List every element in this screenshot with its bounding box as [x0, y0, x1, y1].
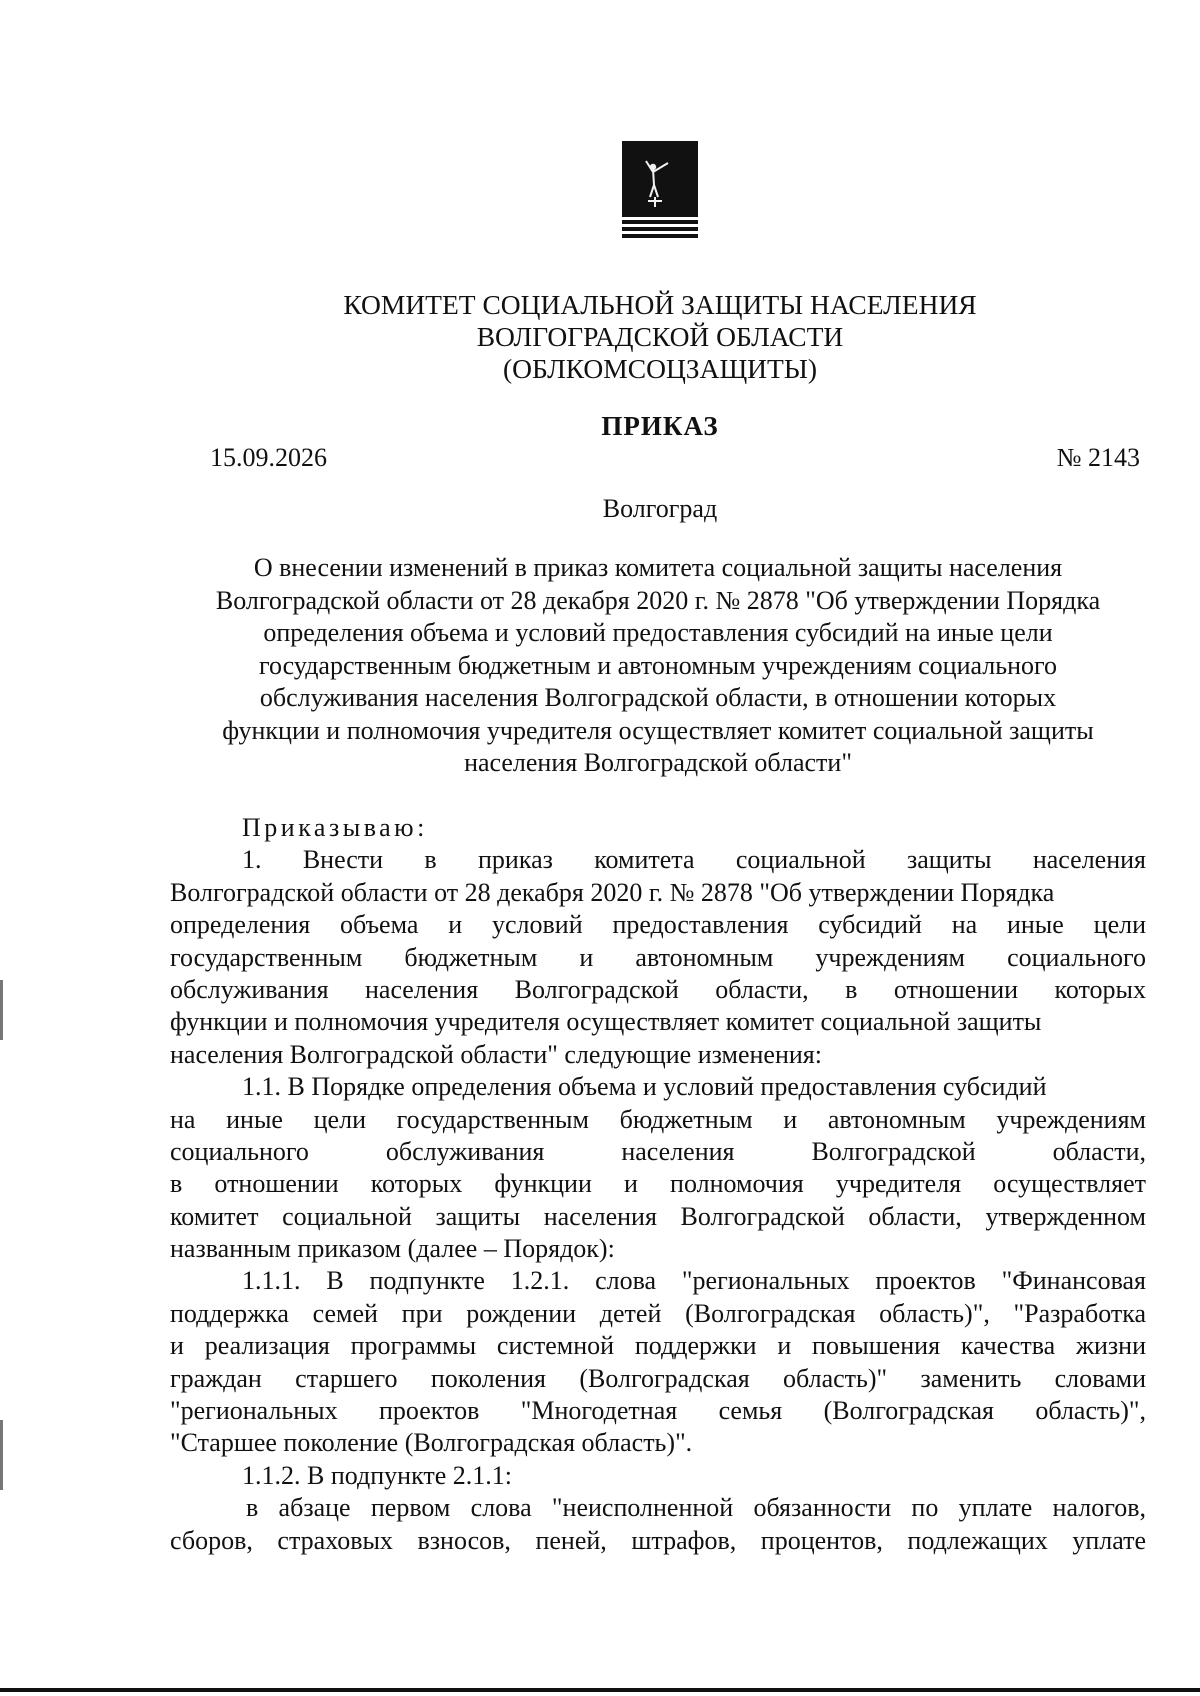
scan-edge-mark: [0, 980, 3, 1040]
document-number: № 2143: [1056, 443, 1140, 472]
body-line: 1.1. В Порядке определения объема и условий предоставления субсидий: [242, 1072, 1047, 1102]
organization-name: [0, 289, 1200, 385]
subject-line: функции и полномочия учредителя осуществляет комитет социальной защиты: [222, 715, 1094, 745]
org-line: КОМИТЕТ СОЦИАЛЬНОЙ ЗАЩИТЫ НАСЕЛЕНИЯ: [343, 289, 977, 320]
org-line: (ОБЛКОМСОЦЗАЩИТЫ): [503, 353, 817, 384]
scan-edge-mark: [0, 1420, 3, 1490]
volgograd-motherland-emblem-icon: [622, 141, 698, 239]
body-line: обслуживания населения Волгоградской области, в отношении которых: [170, 974, 1146, 1004]
body-line: государственным бюджетным и автономным учреждениям социального: [170, 942, 1146, 972]
org-line: ВОЛГОГРАДСКОЙ ОБЛАСТИ: [476, 321, 844, 352]
document-date: 15.09.2026: [210, 443, 327, 472]
body-line: сборов, страховых взносов, пеней, штрафов, процентов, подлежащих уплате: [170, 1525, 1146, 1555]
body-line: 1. Внести в приказ комитета социальной защиты населения: [242, 845, 1146, 875]
subject-line: определения объема и условий предоставления субсидий на иные цели: [263, 618, 1053, 647]
document-type-title: ПРИКАЗ: [601, 411, 719, 441]
body-line: поддержка семей при рождении детей (Волгоградская область)", "Разработка: [170, 1298, 1146, 1328]
body-line: населения Волгоградской области" следующие изменения:: [170, 1039, 822, 1069]
document-body: [170, 812, 1146, 1557]
body-line: определения объема и условий предоставления субсидий на иные цели: [170, 910, 1146, 940]
body-line: в отношении которых функции и полномочия учредителя осуществляет: [170, 1169, 1146, 1199]
document-subject: [170, 552, 1146, 780]
body-line: "региональных проектов "Многодетная семья (Волгоградская область)",: [170, 1396, 1146, 1426]
body-line: граждан старшего поколения (Волгоградская область)" заменить словами: [170, 1363, 1146, 1393]
body-line: 1.1.2. В подпункте 2.1.1:: [242, 1460, 512, 1490]
body-line: социального обслуживания населения Волгоградской области,: [170, 1136, 1146, 1166]
scan-bottom-edge: [0, 1688, 1200, 1692]
body-line: и реализация программы системной поддержки и повышения качества жизни: [170, 1331, 1146, 1361]
body-line: функции и полномочия учредителя осуществляет комитет социальной защиты: [170, 1007, 1042, 1037]
subject-line: государственным бюджетным и автономным учреждениям социального: [258, 650, 1058, 680]
body-line: в абзаце первом слова "неисполненной обязанности по уплате налогов,: [246, 1493, 1146, 1523]
body-line: на иные цели государственным бюджетным и автономным учреждениям: [170, 1104, 1146, 1134]
subject-line: обслуживания населения Волгоградской области, в отношении которых: [259, 683, 1057, 712]
subject-line: населения Волгоградской области": [464, 748, 852, 777]
body-line: названным приказом (далее – Порядок):: [170, 1234, 615, 1264]
document-city: Волгоград: [602, 494, 718, 523]
body-line: 1.1.1. В подпункте 1.2.1. слова "региональных проектов "Финансовая: [242, 1266, 1146, 1296]
body-line: комитет социальной защиты населения Волгоградской области, утвержденном: [170, 1201, 1146, 1231]
body-line: Волгоградской области от 28 декабря 2020 г. № 2878 "Об утверждении Порядка: [170, 877, 1055, 907]
subject-line: Волгоградской области от 28 декабря 2020 г. № 2878 "Об утверждении Порядка: [215, 585, 1101, 615]
order-word: Приказываю:: [242, 813, 428, 842]
body-line: "Старшее поколение (Волгоградская область)".: [170, 1428, 693, 1458]
subject-line: О внесении изменений в приказ комитета социальной защиты населения: [253, 553, 1063, 582]
